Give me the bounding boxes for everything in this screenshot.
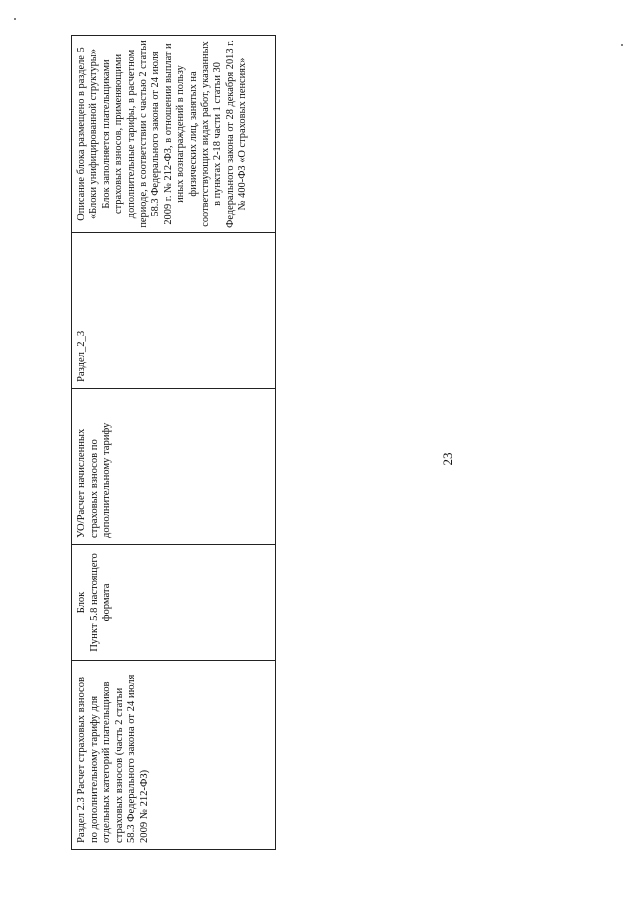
- format-table-row: [71, 35, 276, 850]
- cell-section-code: Раздел_2_3: [72, 232, 275, 388]
- cell-element-type: Блок Пункт 5.8 настоящего формата: [72, 544, 275, 660]
- scan-speck: [14, 18, 16, 20]
- cell-element-description: УО/Расчет начисленных страховых взносов по дополнительному тарифу: [72, 388, 275, 544]
- scan-speck: [621, 44, 623, 46]
- page-number: 23: [440, 452, 455, 466]
- cell-section-name: Раздел 2.3 Расчет страховых взносов по дополнительному тарифу для отдельных категорий плательщиков страховых взносов (часть 2 статьи 58.3 Федерального закона от 24 июля 2009 № 212-ФЗ): [72, 660, 275, 849]
- table-container: [71, 35, 276, 850]
- cell-additional-info: Описание блока размещено в разделе 5 «Блоки унифицированной структуры» Блок заполняется плательщиками страховых взносов, применяющими дополнительные тарифы, в расчетном периоде, в соответствии с частью 2 статьи 58.3 Федерального закона от 24 июля 2009 г. № 212-ФЗ, в отношении выплат и иных вознаграждений в пользу физических лиц, занятых на соответствующих видах работ, указанных в пунктах 2-18 части 1 статьи 30 Федерального закона от 28 декабря 2013 г. № 400-ФЗ «О страховых пенсиях»: [76, 40, 249, 228]
